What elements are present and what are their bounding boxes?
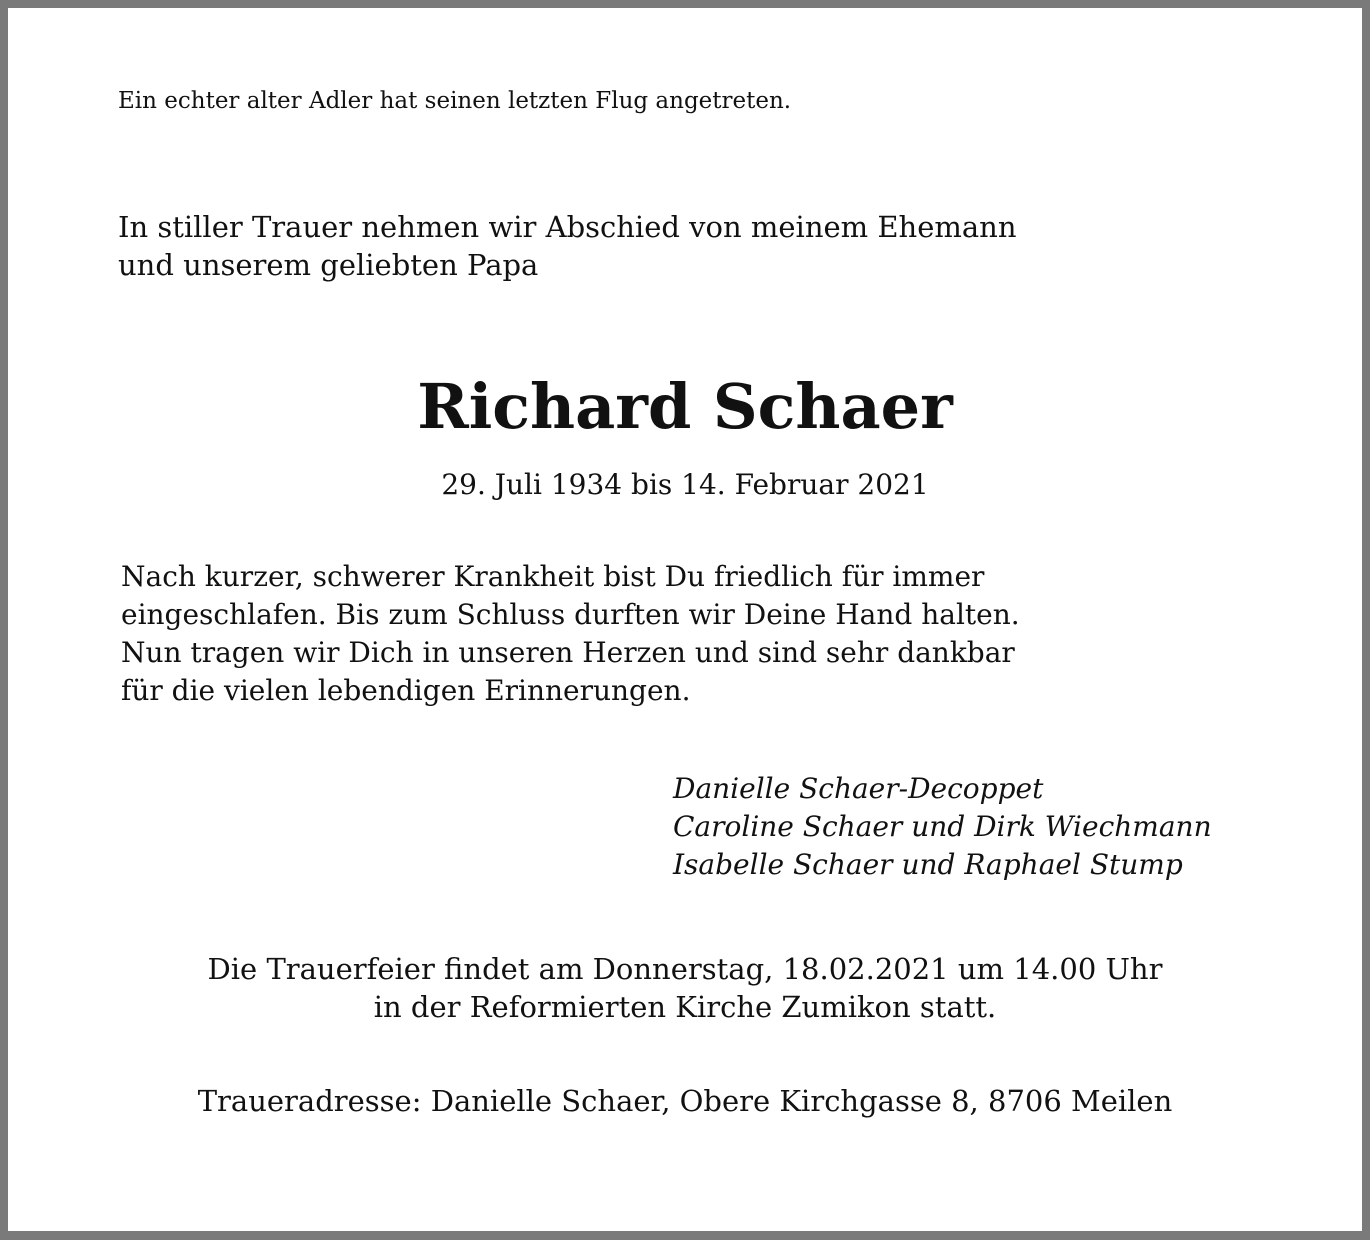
life-dates: 29. Juli 1934 bis 14. Februar 2021	[441, 468, 929, 501]
ceremony-line-2: in der Reformierten Kirche Zumikon statt.	[373, 990, 997, 1024]
signatory-1: Danielle Schaer-Decoppet	[673, 772, 1044, 805]
body-line-1: Nach kurzer, schwerer Krankheit bist Du friedlich für immer	[121, 560, 985, 593]
ceremony-line-1: Die Trauerfeier findet am Donnerstag, 18.02.2021 um 14.00 Uhr	[207, 952, 1163, 986]
mourning-line-1: In stiller Trauer nehmen wir Abschied von meinem Ehemann	[118, 210, 1017, 244]
body-line-3: Nun tragen wir Dich in unseren Herzen und sind sehr dankbar	[121, 636, 1015, 669]
signatory-3: Isabelle Schaer und Raphael Stump	[673, 848, 1183, 881]
deceased-name: Richard Schaer	[417, 370, 953, 443]
intro-line: Ein echter alter Adler hat seinen letzten Flug angetreten.	[118, 88, 792, 114]
body-line-4: für die vielen lebendigen Erinnerungen.	[121, 674, 691, 707]
obituary-page	[8, 8, 1362, 1231]
body-line-2: eingeschlafen. Bis zum Schluss durften wir Deine Hand halten.	[121, 598, 1020, 631]
mourning-address: Traueradresse: Danielle Schaer, Obere Kirchgasse 8, 8706 Meilen	[197, 1084, 1173, 1118]
signatory-2: Caroline Schaer und Dirk Wiechmann	[673, 810, 1212, 843]
mourning-line-2: und unserem geliebten Papa	[118, 248, 539, 282]
